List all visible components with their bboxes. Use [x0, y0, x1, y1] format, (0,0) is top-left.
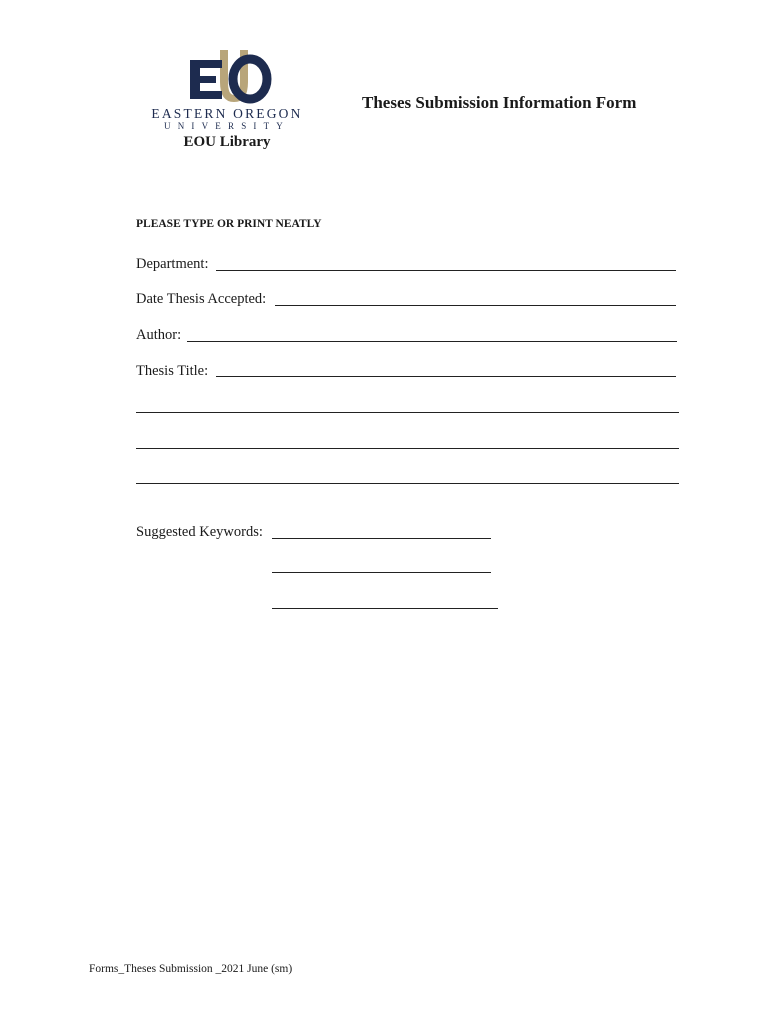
- logo-name-text: EASTERN OREGON: [151, 106, 303, 121]
- date-accepted-field[interactable]: [275, 305, 676, 306]
- eou-logo: [150, 48, 304, 148]
- footer-text: Forms_Theses Submission _2021 June (sm): [89, 963, 293, 975]
- instruction-text: PLEASE TYPE OR PRINT NEATLY: [136, 218, 322, 230]
- keywords-label: Suggested Keywords:: [136, 524, 263, 540]
- thesis-title-line-2[interactable]: [136, 412, 679, 413]
- logo-subtitle-text: UNIVERSITY: [164, 121, 290, 131]
- form-title: Theses Submission Information Form: [362, 93, 637, 112]
- keywords-field-3[interactable]: [272, 608, 498, 609]
- department-label: Department:: [136, 256, 209, 272]
- keywords-field-1[interactable]: [272, 538, 491, 539]
- thesis-title-field[interactable]: [216, 376, 676, 377]
- date-accepted-label: Date Thesis Accepted:: [136, 291, 267, 307]
- thesis-title-line-3[interactable]: [136, 448, 679, 449]
- keywords-field-2[interactable]: [272, 572, 491, 573]
- eou-monogram-icon: [150, 48, 304, 106]
- author-field[interactable]: [187, 341, 677, 342]
- thesis-title-label: Thesis Title:: [136, 363, 209, 379]
- author-label: Author:: [136, 327, 182, 343]
- department-field[interactable]: [216, 270, 676, 271]
- thesis-title-line-4[interactable]: [136, 483, 679, 484]
- library-label: EOU Library: [183, 134, 271, 150]
